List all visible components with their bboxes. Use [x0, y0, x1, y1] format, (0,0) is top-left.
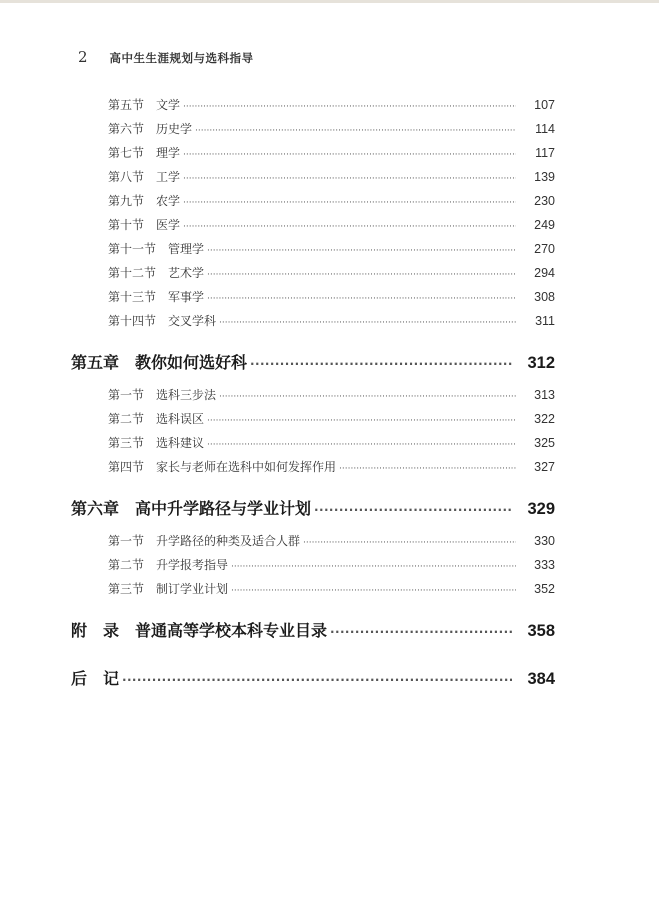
page-ref: 270: [534, 242, 555, 256]
section-number: 第二节: [108, 558, 145, 572]
page-ref: 329: [527, 500, 555, 518]
section-title: 文学: [156, 98, 181, 112]
dot-leader: [183, 174, 516, 184]
section-title: 选科三步法: [156, 388, 217, 402]
section-title: 工学: [156, 170, 181, 184]
dot-leader: [219, 318, 516, 328]
section-title: 家长与老师在选科中如何发挥作用: [156, 460, 337, 474]
section-number: 第六节: [108, 122, 145, 136]
chapter-number: 第五章: [71, 353, 120, 372]
section-title: 军事学: [168, 290, 205, 304]
dot-leader: [231, 562, 516, 572]
toc-entry-section[interactable]: [108, 192, 555, 208]
page-ref: 352: [534, 582, 555, 596]
dot-leader: [303, 538, 516, 548]
dot-leader: [219, 392, 516, 402]
section-number: 第十节: [108, 218, 145, 232]
dot-leader: [250, 357, 512, 371]
toc-entry-section[interactable]: [108, 458, 555, 474]
dot-leader: [183, 150, 516, 160]
toc-entry-appendix[interactable]: [71, 618, 555, 640]
section-title: 艺术学: [168, 266, 205, 280]
toc-entry-section[interactable]: [108, 144, 555, 160]
toc-entry-section[interactable]: [108, 240, 555, 256]
page-ref: 325: [534, 436, 555, 450]
section-number: 第十二节: [108, 266, 157, 280]
toc-entry-section[interactable]: [108, 120, 555, 136]
page-ref: 107: [534, 98, 555, 112]
toc-entry-section[interactable]: [108, 288, 555, 304]
chapter-title: 高中升学路径与学业计划: [135, 499, 312, 518]
page-ref: 322: [534, 412, 555, 426]
dot-leader: [122, 673, 512, 687]
dot-leader: [330, 625, 512, 639]
page-ref: 114: [535, 122, 555, 136]
toc-entry-section[interactable]: [108, 386, 555, 402]
section-number: 第一节: [108, 388, 145, 402]
appendix-label: 附 录: [71, 621, 120, 640]
dot-leader: [207, 440, 516, 450]
page-top-rule: [0, 0, 659, 3]
toc-entry-section[interactable]: [108, 556, 555, 572]
page-ref: 308: [534, 290, 555, 304]
section-number: 第五节: [108, 98, 145, 112]
toc-entry-section[interactable]: [108, 168, 555, 184]
toc-entry-chapter[interactable]: [71, 496, 555, 518]
section-title: 交叉学科: [168, 314, 217, 328]
section-number: 第十一节: [108, 242, 157, 256]
section-number: 第十四节: [108, 314, 157, 328]
section-number: 第八节: [108, 170, 145, 184]
toc-entry-section[interactable]: [108, 312, 555, 328]
dot-leader: [183, 102, 516, 112]
page-ref: 294: [534, 266, 555, 280]
page-number: 2: [78, 48, 88, 66]
afterword-label: 后 记: [71, 669, 120, 688]
section-number: 第九节: [108, 194, 145, 208]
toc-entry-section[interactable]: [108, 532, 555, 548]
section-number: 第十三节: [108, 290, 157, 304]
section-number: 第四节: [108, 460, 145, 474]
toc-entry-section[interactable]: [108, 216, 555, 232]
page-ref: 312: [527, 354, 555, 372]
section-number: 第一节: [108, 534, 145, 548]
toc-entry-section[interactable]: [108, 410, 555, 426]
section-number: 第二节: [108, 412, 145, 426]
toc-entry-section[interactable]: [108, 264, 555, 280]
dot-leader: [207, 246, 516, 256]
appendix-title: 普通高等学校本科专业目录: [135, 621, 328, 640]
toc-entry-section[interactable]: [108, 96, 555, 112]
page-ref: 384: [527, 670, 555, 688]
section-title: 选科误区: [156, 412, 205, 426]
section-title: 升学报考指导: [156, 558, 229, 572]
section-number: 第三节: [108, 436, 145, 450]
dot-leader: [314, 503, 512, 517]
page-ref: 117: [535, 146, 555, 160]
dot-leader: [183, 198, 516, 208]
toc-entry-chapter[interactable]: [71, 350, 555, 372]
section-title: 理学: [156, 146, 181, 160]
section-title: 农学: [156, 194, 181, 208]
dot-leader: [195, 126, 516, 136]
toc-entry-section[interactable]: [108, 434, 555, 450]
section-title: 升学路径的种类及适合人群: [156, 534, 301, 548]
running-header: [78, 48, 254, 68]
chapter-number: 第六章: [71, 499, 120, 518]
section-number: 第七节: [108, 146, 145, 160]
section-title: 医学: [156, 218, 181, 232]
dot-leader: [339, 464, 516, 474]
section-title: 选科建议: [156, 436, 205, 450]
page-ref: 330: [534, 534, 555, 548]
section-title: 管理学: [168, 242, 205, 256]
section-number: 第三节: [108, 582, 145, 596]
page-ref: 327: [534, 460, 555, 474]
page-ref: 358: [527, 622, 555, 640]
page-ref: 249: [534, 218, 555, 232]
dot-leader: [231, 586, 516, 596]
dot-leader: [207, 294, 516, 304]
dot-leader: [207, 270, 516, 280]
book-title: 高中生生涯规划与选科指导: [109, 51, 254, 65]
page-ref: 333: [534, 558, 555, 572]
dot-leader: [183, 222, 516, 232]
toc-entry-afterword[interactable]: [71, 666, 555, 688]
section-title: 制订学业计划: [156, 582, 229, 596]
page-ref: 139: [534, 170, 555, 184]
page-ref: 311: [535, 314, 555, 328]
page-ref: 313: [534, 388, 555, 402]
dot-leader: [207, 416, 516, 426]
page-ref: 230: [534, 194, 555, 208]
section-title: 历史学: [156, 122, 193, 136]
toc-entry-section[interactable]: [108, 580, 555, 596]
chapter-title: 教你如何选好科: [135, 353, 248, 372]
